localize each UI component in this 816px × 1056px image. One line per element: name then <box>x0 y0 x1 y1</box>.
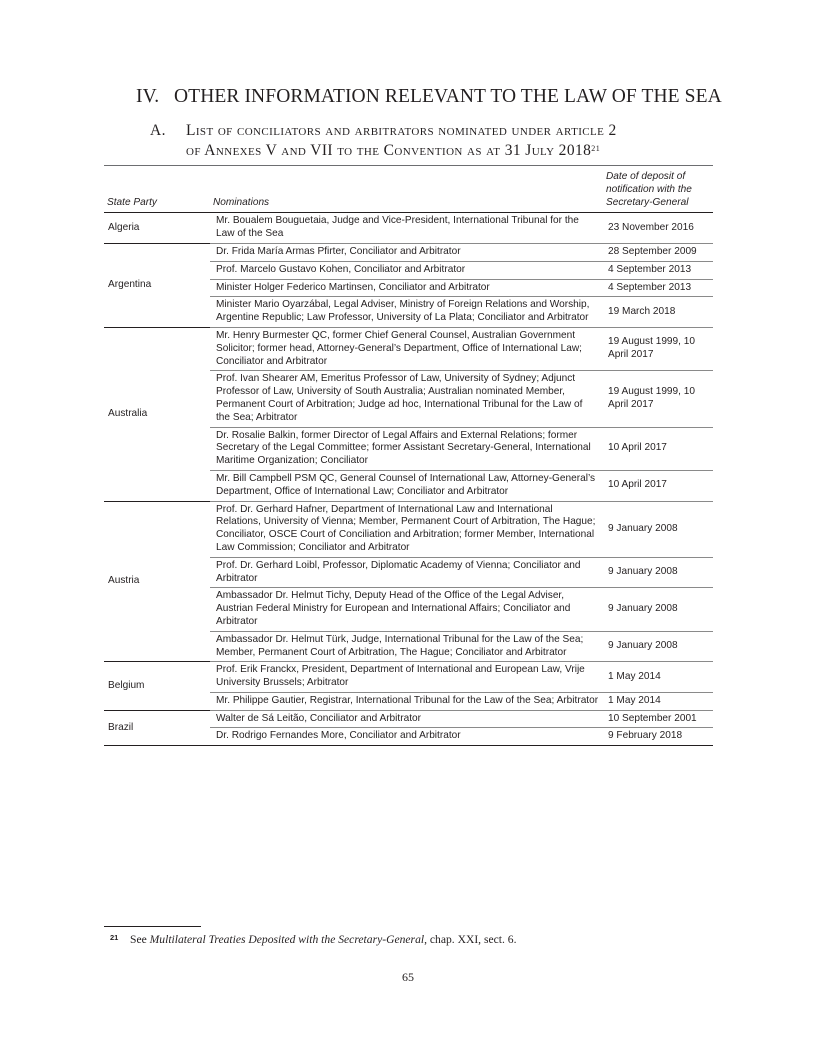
nomination-cell: Mr. Bill Campbell PSM QC, General Counsel of International Law, Attorney-General’s Department, Office of International Law; Conciliator and Arbitrator <box>210 470 603 501</box>
deposit-date-cell: 9 January 2008 <box>603 631 713 662</box>
nomination-cell: Prof. Ivan Shearer AM, Emeritus Professor of Law, University of Sydney; Adjunct Professor of Law, University of South Australia; Australian nominated Member, Permanent Court of Arbitration; Judge ad hoc, International Tribunal for the Law of the Sea; Arbitrator <box>210 371 603 427</box>
state-party-cell: Algeria <box>104 213 210 244</box>
deposit-date-cell: 1 May 2014 <box>603 662 713 693</box>
state-party-cell: Belgium <box>104 662 210 710</box>
state-party-cell: Austria <box>104 501 210 662</box>
table-row <box>104 327 713 370</box>
nomination-cell: Dr. Frida María Armas Pfirter, Conciliator and Arbitrator <box>210 243 603 261</box>
nomination-cell: Mr. Boualem Bouguetaia, Judge and Vice-President, International Tribunal for the Law of the Sea <box>210 213 603 244</box>
deposit-date-cell: 23 November 2016 <box>603 213 713 244</box>
deposit-date-cell: 19 August 1999, 10 April 2017 <box>603 371 713 427</box>
nomination-cell: Dr. Rodrigo Fernandes More, Conciliator and Arbitrator <box>210 728 603 746</box>
nomination-cell: Mr. Henry Burmester QC, former Chief General Counsel, Australian Government Solicitor; former head, Attorney-General’s Department, Office of International Law; Conciliator and Arbitrator <box>210 327 603 370</box>
header-date-of-deposit: Date of deposit of notification with the Secretary-General <box>606 171 692 208</box>
table-row <box>104 213 713 244</box>
deposit-date-cell: 10 April 2017 <box>603 470 713 501</box>
nomination-cell: Prof. Erik Franckx, President, Department of International and European Law, Vrije University Brussels; Arbitrator <box>210 662 603 693</box>
nomination-cell: Ambassador Dr. Helmut Türk, Judge, International Tribunal for the Law of the Sea; Member, Permanent Court of Arbitration, The Hague; Conciliator and Arbitrator <box>210 631 603 662</box>
footnote-rule <box>104 926 201 927</box>
table-row <box>104 710 713 728</box>
footnote <box>110 933 517 946</box>
nominations-table <box>104 165 713 746</box>
footnote-mark: 21 <box>110 933 119 942</box>
page-number: 65 <box>402 970 414 984</box>
nomination-cell: Mr. Philippe Gautier, Registrar, International Tribunal for the Law of the Sea; Arbitrator <box>210 692 603 710</box>
subsection-letter: A. <box>150 122 166 139</box>
subsection-title-line2: of Annexes V and VII to the Convention as at 31 July 2018 <box>186 142 592 159</box>
deposit-date-cell: 4 September 2013 <box>603 261 713 279</box>
deposit-date-cell: 10 September 2001 <box>603 710 713 728</box>
table-header-row <box>104 166 713 213</box>
nomination-cell: Ambassador Dr. Helmut Tichy, Deputy Head of the Office of the Legal Adviser, Austrian Federal Ministry for European and International Affairs; Conciliator and Arbitrator <box>210 588 603 631</box>
section-heading <box>136 86 736 108</box>
deposit-date-cell: 9 February 2018 <box>603 728 713 746</box>
deposit-date-cell: 1 May 2014 <box>603 692 713 710</box>
footnote-reference[interactable]: 21 <box>591 144 601 153</box>
nomination-cell: Prof. Dr. Gerhard Loibl, Professor, Diplomatic Academy of Vienna; Conciliator and Arbitrator <box>210 557 603 588</box>
deposit-date-cell: 9 January 2008 <box>603 588 713 631</box>
deposit-date-cell: 9 January 2008 <box>603 557 713 588</box>
nomination-cell: Prof. Dr. Gerhard Hafner, Department of International Law and International Relations, University of Vienna; Member, Permanent Court of Arbitration, The Hague; Conciliator, OSCE Court of Conciliation and Arbitration; former Member, International Law Commission; Conciliator and Arbitrator <box>210 501 603 557</box>
nomination-cell: Minister Holger Federico Martinsen, Conciliator and Arbitrator <box>210 279 603 297</box>
deposit-date-cell: 28 September 2009 <box>603 243 713 261</box>
footnote-rest: , chap. XXI, sect. 6. <box>424 933 517 946</box>
deposit-date-cell: 19 March 2018 <box>603 297 713 328</box>
footnote-title: Multilateral Treaties Deposited with the Secretary-General <box>149 933 425 946</box>
deposit-date-cell: 4 September 2013 <box>603 279 713 297</box>
state-party-cell: Argentina <box>104 243 210 327</box>
deposit-date-cell: 10 April 2017 <box>603 427 713 470</box>
deposit-date-cell: 19 August 1999, 10 April 2017 <box>603 327 713 370</box>
table-row <box>104 501 713 557</box>
header-state-party: State Party <box>107 196 157 208</box>
nomination-cell: Walter de Sá Leitão, Conciliator and Arbitrator <box>210 710 603 728</box>
table-row <box>104 243 713 261</box>
state-party-cell: Australia <box>104 327 210 501</box>
nomination-cell: Minister Mario Oyarzábal, Legal Adviser, Ministry of Foreign Relations and Worship, Argentine Republic; Law Professor, University of La Plata; Conciliator and Arbitrator <box>210 297 603 328</box>
nomination-cell: Prof. Marcelo Gustavo Kohen, Conciliator and Arbitrator <box>210 261 603 279</box>
nomination-cell: Dr. Rosalie Balkin, former Director of Legal Affairs and External Relations; former Secretary of the Legal Committee; former Assistant Secretary-General, International Maritime Organization; Conciliator <box>210 427 603 470</box>
header-nominations: Nominations <box>213 196 270 208</box>
footnote-see: See <box>130 933 150 946</box>
subsection-heading <box>150 121 710 161</box>
deposit-date-cell: 9 January 2008 <box>603 501 713 557</box>
section-number: IV. <box>136 86 160 107</box>
state-party-cell: Brazil <box>104 710 210 746</box>
section-title: OTHER INFORMATION RELEVANT TO THE LAW OF THE SEA <box>174 86 722 107</box>
table-row <box>104 662 713 693</box>
subsection-title-line1: List of conciliators and arbitrators nominated under article 2 <box>186 122 617 139</box>
